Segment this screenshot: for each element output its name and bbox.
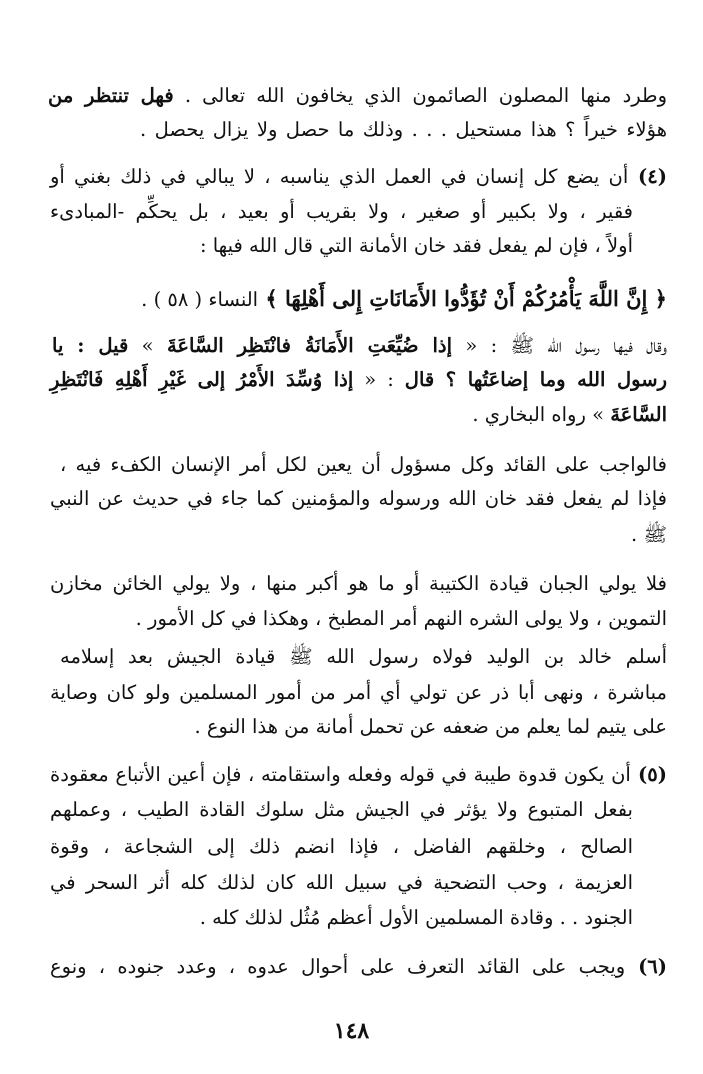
text-segment: وطرد منها المصلون الصائمون الذي يخافون الله تعالى .	[173, 84, 667, 107]
quran-verse-line	[141, 285, 667, 314]
text-line	[136, 605, 667, 633]
text-segment: هؤلاء خيراً ؟ هذا مستحيل . . . وذلك ما حصل ولا يزال يحصل .	[140, 118, 667, 141]
text-segment: فلا يولي الجبان قيادة الكتيبة أو ما هو أكبر منها ، ولا يولي الخائن مخازن	[50, 572, 667, 595]
bold-text-segment: فهل تنتظر من	[48, 84, 174, 107]
text-line	[140, 116, 667, 144]
text-segment: »	[128, 334, 167, 357]
text-line	[200, 904, 633, 932]
text-line	[52, 332, 667, 360]
text-line	[50, 761, 667, 789]
text-segment: ويجب على القائد التعرف على أحوال عدوه ، وعدد جنوده ، ونوع	[50, 955, 626, 978]
text-line	[50, 570, 667, 598]
text-line	[60, 643, 667, 671]
text-segment: وقال فيها رسول الله ﷺ : «	[452, 334, 667, 357]
text-segment: أسلم خالد بن الوليد فولاه رسول الله ﷺ قيادة الجيش بعد إسلامه	[60, 645, 667, 668]
text-line	[195, 713, 668, 741]
text-line	[50, 796, 633, 824]
text-segment: بفعل المتبوع ولا يؤثر في الجيش مثل سلوك القادة الطيب ، وعملهم	[50, 798, 633, 821]
text-line	[631, 521, 667, 549]
text-segment: الجنود . . وقادة المسلمين الأول أعظم مُثُل لذلك كله .	[199, 906, 633, 929]
text-line	[50, 366, 667, 394]
text-segment: » رواه البخاري .	[472, 403, 611, 426]
text-segment: فقير ، ولا بكبير أو صغير ، ولا بقريب أو بعيد ، بل يحكِّم -المبادىء	[50, 200, 633, 223]
bold-text-segment: قيل : يا	[52, 334, 129, 357]
text-line	[50, 198, 633, 226]
text-line	[50, 679, 667, 707]
bold-text-segment: إذا ضُيِّعَتِ الأَمَانَةُ فانْتَظِر السَّاعَةَ	[166, 334, 453, 357]
bold-text-segment: السَّاعَةَ	[610, 403, 667, 426]
text-line	[50, 833, 633, 861]
bold-text-segment: (٥)	[630, 763, 667, 786]
bold-text-segment: إذا وُسِّدَ الأَمْرُ إلى غَيْرِ أَهْلِهِ فَانْتَظِرِ	[50, 368, 354, 391]
text-segment: الصالح ، وخلقهم الفاضل ، فإذا انضم ذلك إلى الشجاعة ، وقوة	[50, 835, 633, 858]
text-segment: ﷺ .	[631, 523, 667, 546]
text-segment: مباشرة ، ونهى أبا ذر عن تولي أي أمر من أمور المسلمين ولو كان وصاية	[50, 681, 667, 704]
text-segment: أن يضع كل إنسان في العمل الذي يناسبه ، لا يبالي في ذلك بغني أو	[50, 165, 629, 188]
text-segment: النساء ( ٥٨ ) .	[141, 288, 259, 311]
text-line	[60, 451, 667, 479]
text-line	[50, 953, 667, 981]
text-line	[50, 869, 633, 897]
page-number: ١٤٨	[333, 1018, 370, 1044]
text-segment: أولاً ، فإن لم يفعل فقد خان الأمانة التي قال الله فيها :	[199, 234, 633, 257]
text-segment: فالواجب على القائد وكل مسؤول أن يعين لكل أمر الإنسان الكفء فيه ،	[60, 453, 667, 476]
bold-text-segment: (٤)	[628, 165, 667, 188]
text-line	[48, 82, 667, 110]
bold-text-segment: رسول الله وما إضاعَتُها ؟ قال	[404, 368, 667, 391]
bold-text-segment: (٦)	[625, 955, 668, 978]
text-line	[200, 232, 633, 260]
text-line	[472, 401, 667, 429]
text-segment: أن يكون قدوة طيبة في قوله وفعله واستقامته ، فإن أعين الأتباع معقودة	[50, 763, 631, 786]
verse-text: ﴿ إِنَّ اللَّهَ يَأْمُرُكُمْ أَنْ تُؤَدُّوا الأَمَانَاتِ إِلى أَهْلِهَا ﴾	[258, 286, 667, 311]
text-segment: التموين ، ولا يولى الشره النهم أمر المطبخ ، وهكذا في كل الأمور .	[135, 607, 667, 630]
text-line	[50, 485, 667, 513]
text-segment: على يتيم لما يعلم من ضعفه عن تحمل أمانة من هذا النوع .	[194, 715, 667, 738]
text-segment: : «	[353, 368, 405, 391]
text-segment: فإذا لم يفعل فقد خان الله ورسوله والمؤمنين كما جاء في حديث عن النبي	[50, 487, 667, 510]
text-line	[50, 163, 667, 191]
text-segment: العزيمة ، وحب التضحية في سبيل الله كان لذلك كله أثر السحر في	[50, 871, 633, 894]
